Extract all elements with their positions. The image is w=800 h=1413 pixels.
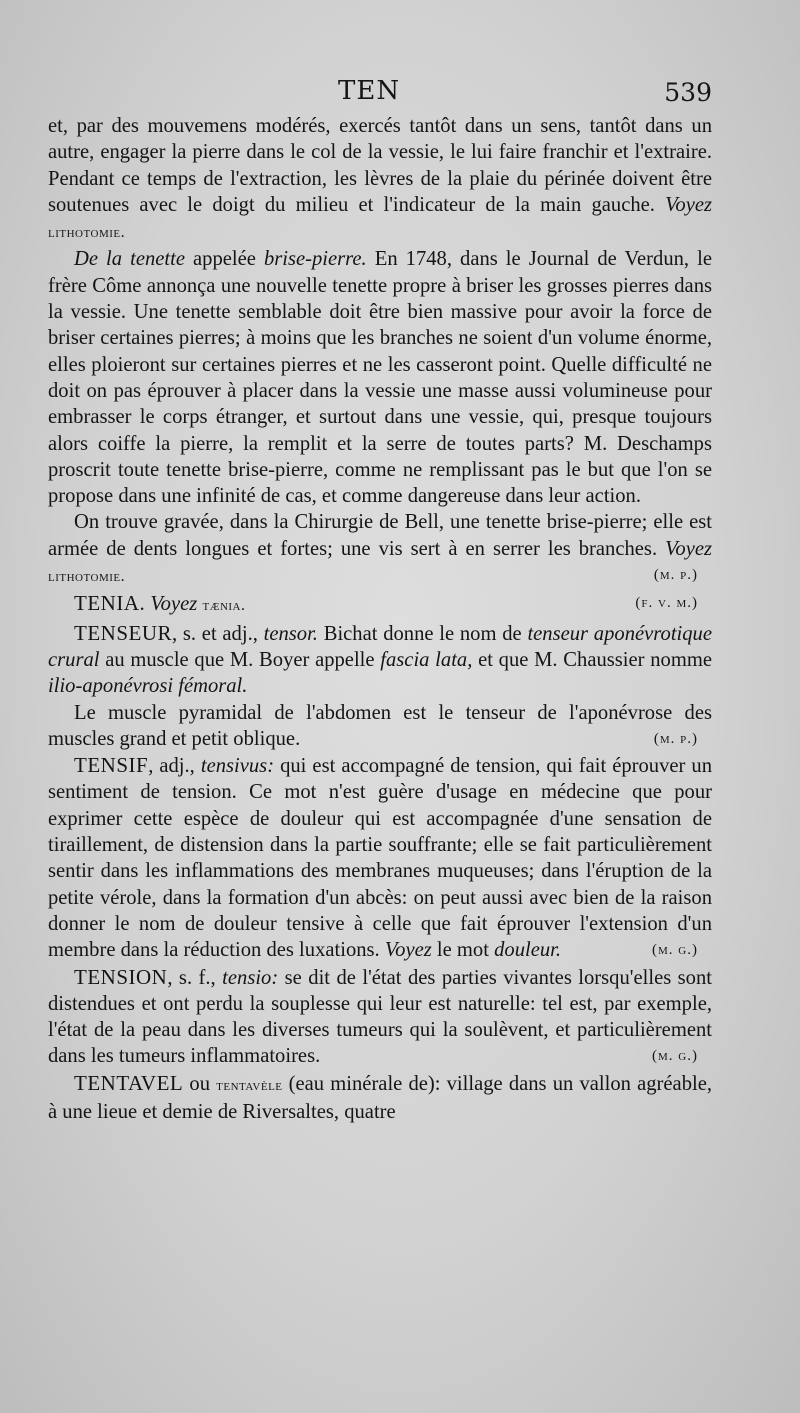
term: ilio-aponévrosi fémoral. (48, 675, 248, 698)
entry-headword: TENIA. (74, 591, 146, 616)
term: brise-pierre. (263, 248, 367, 271)
entry-tentavel: TENTAVEL ou tentavèle (eau minérale de): village dans un vallon agréable, à une lieue et demie de Riversaltes, quatre (48, 1070, 712, 1123)
author-initials: (m. g.) (652, 942, 698, 959)
body-text (48, 113, 712, 1125)
entry-headword: TENSIF (74, 753, 149, 778)
running-head: TEN (338, 76, 401, 106)
cross-reference: lithotomie. (48, 568, 126, 586)
see-also: Voyez (384, 939, 432, 962)
entry-tenseur: TENSEUR, s. et adj., tensor. Bichat donne le nom de tenseur aponévrotique crural au muscle que M. Boyer appelle fascia lata, et que M. Chaussier nomme ilio-aponévrosi fémoral. (48, 620, 713, 698)
entry-headword: TENSION (74, 964, 168, 989)
variant-name: tentavèle (216, 1076, 283, 1094)
cross-reference: douleur. (494, 939, 562, 962)
term: tenseur aponévrotique crural (48, 622, 712, 671)
see-also: Voyez (150, 593, 198, 616)
author-initials: (m. p.) (653, 730, 698, 747)
page-number: 539 (664, 78, 712, 107)
paragraph-brise-pierre: De la tenette appelée brise-pierre. En 1748, dans le Journal de Verdun, le frère Côme annonça une nouvelle tenette propre à briser les grosses pierres dans la vessie. Une tenette semblable doit être bien massive pour avoir la force de briser certaines pierres; à moins que les branches ne soient d'un volume énorme, elles ploieront sur certaines pierres et ne les casseront point. Quelle difficulté ne doit on pas éprouver à placer dans la vessie une masse aussi volumineuse pour embrasser le corps étranger, et surtout dans une vessie, qui, presque toujours alors coiffe la pierre, la remplit et la serre de toutes parts? M. Deschamps proscrit toute tenette brise-pierre, comme ne remplissant pas le but que l'on se propose dans une infinité de cas, et comme dangereuse dans leur action. (48, 248, 712, 508)
see-also: Voyez (665, 537, 712, 560)
cross-reference: tænia. (202, 597, 246, 615)
term: fascia lata, (380, 648, 473, 671)
latin-term: tensivus: (200, 755, 275, 778)
entry-tenseur-continued: Le muscle pyramidal de l'abdomen est le tenseur de l'aponévrose des muscles grand et petit oblique. (m. p.) (48, 700, 712, 753)
entry-headword: TENSEUR (74, 620, 172, 645)
see-also: Voyez (665, 193, 712, 216)
paragraph-continuation: et, par des mouvemens modérés, exercés tantôt dans un sens, tantôt dans un autre, engager la pierre dans le col de la vessie, le lui faire franchir et l'extraire. Pendant ce temps de l'extraction, les lèvres de la plaie du périnée doivent être soutenues avec le doigt du milieu et l'indicateur de la main gauche. Voyez lithotomie. (48, 115, 712, 242)
latin-term: tensio: (222, 966, 279, 989)
page-header (48, 76, 712, 110)
latin-term: tensor. (263, 622, 318, 645)
entry-tensif: TENSIF, adj., tensivus: qui est accompagné de tension, qui fait éprouver un sentiment de tension. Ce mot n'est guère d'usage en médecine que pour exprimer cette espèce de douleur qui est accompagnée d'une sensation de tiraillement, de distension dans la partie souffrante; elle se fait particulièrement sentir dans les inflammations des membranes muqueuses; dans l'éruption de la petite vérole, dans la formation d'un abcès: on peut aussi avec bien de la raison donner le nom de douleur tensive à celle que fait éprouver l'extension d'un membre dans la réduction des luxations. Voyez le mot douleur. (m. g.) (48, 752, 712, 963)
author-initials: (m. p.) (653, 567, 698, 584)
paragraph-bell: On trouve gravée, dans la Chirurgie de Bell, une tenette brise-pierre; elle est armée de dents longues et fortes; une vis sert à en serrer les branches. Voyez lithotomie. (m. p.) (48, 509, 712, 590)
entry-tenia (48, 590, 712, 619)
section-title: De la tenette (74, 248, 185, 271)
author-initials: (m. g.) (652, 1048, 698, 1065)
cross-reference: lithotomie. (48, 224, 126, 242)
author-initials: (f. v. m.) (635, 595, 698, 612)
entry-tension: TENSION, s. f., tensio: se dit de l'état des parties vivantes lorsqu'elles sont distendues et ont perdu la souplesse qui leur est naturelle: tel est, par exemple, l'état de la peau dans les diverses tumeurs qui la soulèvent, et particulièrement dans les tumeurs inflammatoires. (m. g.) (48, 964, 712, 1070)
entry-headword: TENTAVEL (74, 1070, 184, 1095)
